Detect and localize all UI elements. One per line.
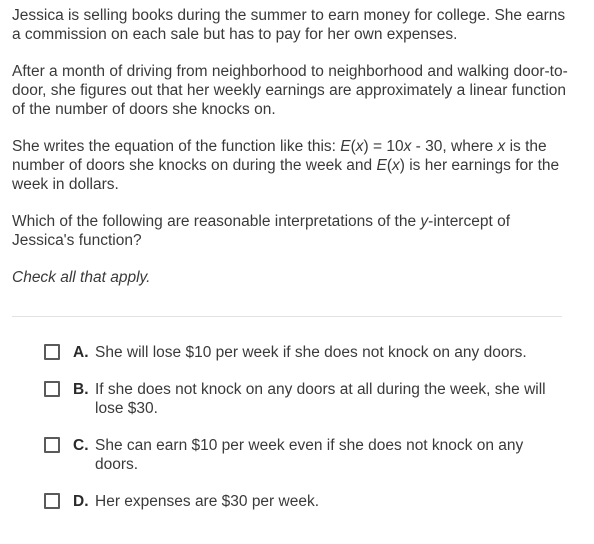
instruction-text: Check all that apply.	[12, 269, 151, 286]
paren-open: (	[350, 138, 356, 155]
paragraph-4-part-1: Which of the following are reasonable interpretations of the	[12, 213, 421, 230]
question-text	[12, 6, 572, 305]
paragraph-4-part-2: -intercept of Jessica's function?	[12, 213, 511, 249]
option-a-text: She will lose $10 per week if she does not knock on any doors.	[95, 344, 527, 361]
option-c[interactable]	[44, 436, 569, 474]
paren-close: )	[363, 138, 369, 155]
answer-options	[44, 343, 569, 529]
paragraph-3-part-1: She writes the equation of the function like this:	[12, 138, 341, 155]
divider	[12, 316, 562, 317]
question-paragraph-1: Jessica is selling books during the summer to earn money for college. She earns a commission on each sale but has to pay for her own expenses.	[12, 7, 566, 43]
question-paragraph-2: After a month of driving from neighborhood to neighborhood and walking door-to-door, she figures out that her weekly earnings are approximately a linear function of the number of doors she knocks on.	[12, 63, 568, 118]
option-a[interactable]	[44, 343, 569, 362]
paragraph-3-part-2: is the number of doors she knocks on during the week and	[12, 138, 547, 174]
function-name: E	[340, 138, 351, 155]
variable-x: x	[497, 138, 506, 155]
question-paragraph-3	[12, 137, 572, 194]
option-c-text: She can earn $10 per week even if she does not knock on any doors.	[95, 437, 524, 473]
variable-y: y	[420, 213, 429, 230]
paren-open-2: (	[386, 157, 392, 174]
equation-tail: - 30, where	[411, 138, 498, 155]
option-a-letter: A.	[73, 344, 89, 361]
option-b-letter: B.	[73, 381, 89, 398]
function-name-2: E	[376, 157, 387, 174]
option-b[interactable]	[44, 380, 569, 418]
option-d[interactable]	[44, 492, 569, 511]
checkbox-d[interactable]	[44, 493, 60, 509]
option-d-text: Her expenses are $30 per week.	[95, 493, 320, 510]
question-paragraph-4	[12, 212, 572, 250]
option-b-text: If she does not knock on any doors at all during the week, she will lose $30.	[95, 381, 546, 417]
function-variable: x	[355, 138, 364, 155]
paragraph-3-part-3: is her earnings for the week in dollars.	[12, 157, 560, 193]
paren-close-2: )	[399, 157, 405, 174]
checkbox-c[interactable]	[44, 437, 60, 453]
function-variable-2: x	[392, 157, 400, 174]
checkbox-a[interactable]	[44, 344, 60, 360]
checkbox-b[interactable]	[44, 381, 60, 397]
option-d-letter: D.	[73, 493, 89, 510]
equation-variable: x	[403, 138, 412, 155]
option-c-letter: C.	[73, 437, 89, 454]
equation-coefficient: = 10	[368, 138, 404, 155]
